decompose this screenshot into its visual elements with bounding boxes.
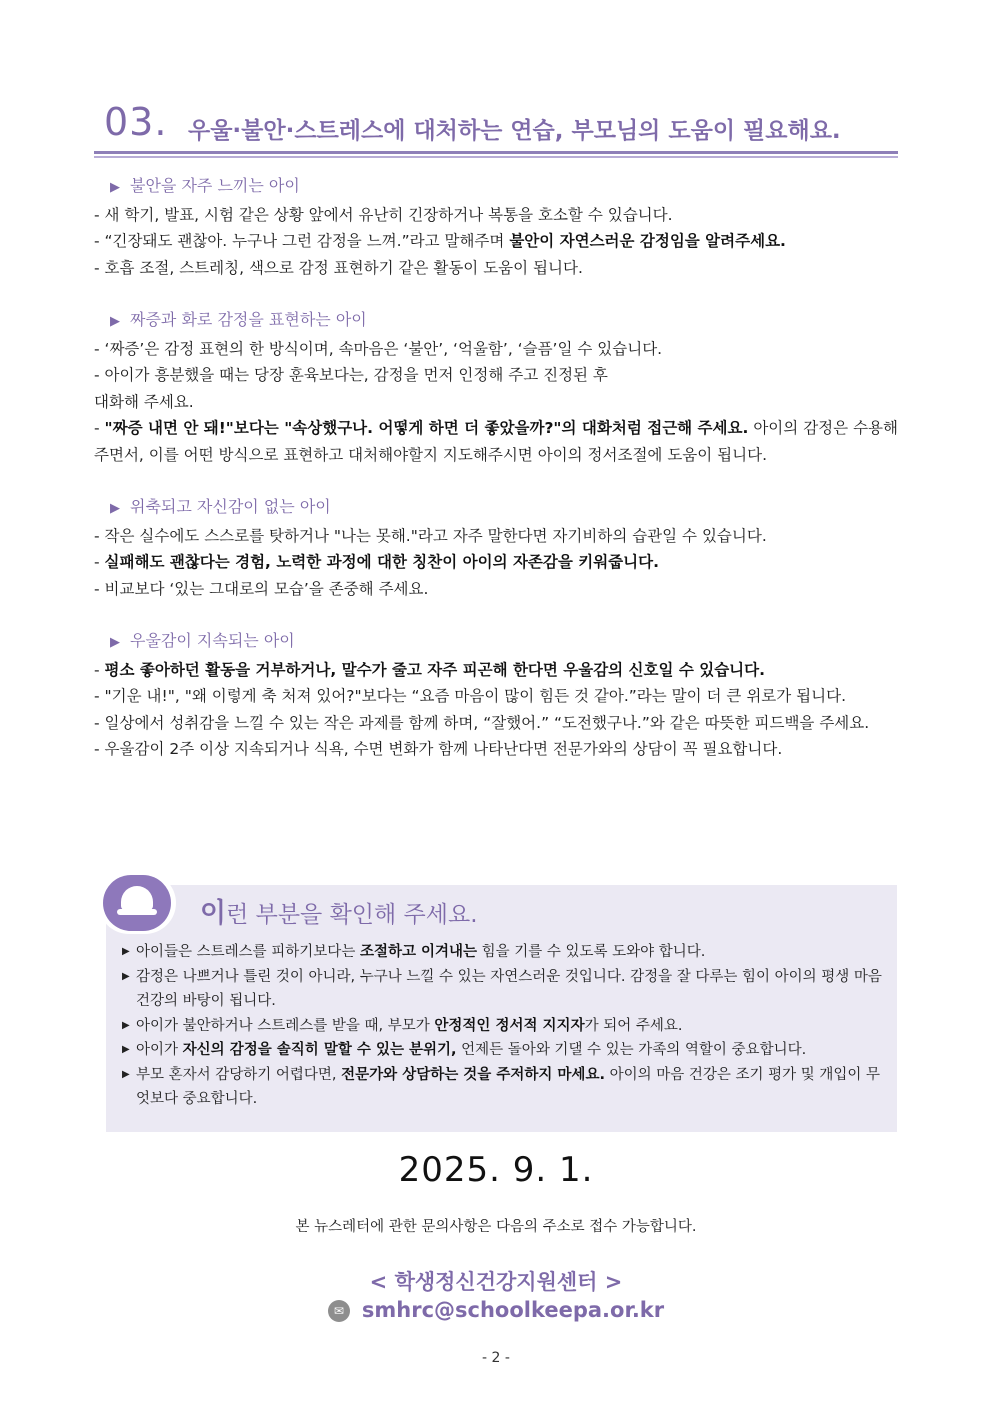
issue-date: 2025. 9. 1. [398,1150,594,1190]
text-run: - 일상에서 성취감을 느낄 수 있는 작은 과제를 함께 하며, “잘했어.” “도전했구나.”와 같은 따뜻한 피드백을 주세요. [94,713,870,732]
section-heading-text: 우울감이 지속되는 아이 [130,631,295,650]
advice-section [94,307,898,468]
bullet-icon: ▶ [122,1019,130,1031]
header-divider-light [94,156,898,158]
checklist-item [120,965,890,1014]
page-number: - 2 - [482,1350,510,1366]
bold-text: 평소 좋아하던 활동을 거부하거나, 말수가 줄고 자주 피곤해 한다면 우울감의 신호일 수 있습니다. [104,660,766,679]
section-heading-text: 위축되고 자신감이 없는 아이 [130,497,331,516]
text-run: - [94,660,105,679]
text-run: - “긴장돼도 괜찮아. 누구나 그런 감정을 느껴.”라고 말해주며 [94,232,510,250]
bold-text: 안정적인 정서적 지지자 [434,1017,585,1034]
bold-text: 자신의 감정을 솔직히 말할 수 있는 분위기, [182,1042,457,1058]
checklist-item [120,1038,890,1063]
text-run: - 우울감이 2주 이상 지속되거나 식욕, 수면 변화가 함께 나타난다면 전문가와의 상담이 꼭 필요합니다. [94,740,783,758]
text-run: 언제든 돌아와 기댈 수 있는 가족의 역할이 중요합니다. [456,1042,807,1058]
text-run: - [94,553,105,571]
advice-line [94,202,898,229]
advice-line [94,683,898,710]
section-title: 우울·불안·스트레스에 대처하는 연습, 부모님의 도움이 필요해요. [188,118,841,144]
text-run: 부모 혼자서 감당하기 어렵다면, [136,1066,342,1083]
text-run: - ‘짜증’은 감정 표현의 한 방식이며, 속마음은 ‘불안’, ‘억울함’, ‘슬픔’일 수 있습니다. [94,339,663,358]
advice-line [94,389,898,416]
checklist-title [200,891,478,930]
text-run: 힘을 기를 수 있도록 도와야 합니다. [477,944,706,960]
text-run: 아이의 감정은 수용해주면서, 이를 어떤 방식으로 표현하고 대처해야할지 지도해주시면 아이의 정서조절에 도움이 됩니다. [94,419,898,464]
content-body [94,173,898,789]
text-run: - 작은 실수에도 스스로를 탓하거나 "나는 못해."라고 자주 말한다면 자기비하의 습관일 수 있습니다. [94,526,767,545]
bold-text: 실패해도 괜찮다는 경험, 노력한 과정에 대한 칭찬이 아이의 자존감을 키워줍니다. [104,553,659,571]
bold-text: 전문가와 상담하는 것을 주저하지 마세요. [341,1066,605,1083]
bullet-icon: ▶ [122,1044,130,1055]
bold-text: "짜증 내면 안 돼!"보다는 "속상했구나. 어떻게 하면 더 좋았을까?"의 대화처럼 접근해 주세요. [104,419,749,437]
advice-section [94,628,898,763]
bold-text: 불안이 자연스러운 감정임을 알려주세요. [509,232,786,250]
checklist-item [120,1014,890,1039]
text-run: 아이가 불안하거나 스트레스를 받을 때, 부모가 [136,1017,435,1034]
mail-icon: ✉ [328,1300,350,1322]
text-run: 아이들은 스트레스를 피하기보다는 [136,944,360,960]
text-run: - "기운 내!", "왜 이렇게 축 처져 있어?"보다는 “요즘 마음이 많이 힘든 것 같아.”라는 말이 더 큰 위로가 됩니다. [94,687,847,705]
bullet-icon: ▶ [122,946,130,957]
header-divider [94,151,898,154]
checklist-item [120,1063,890,1112]
checklist-item [120,940,890,965]
bell-icon-body [121,886,153,910]
checklist-title-first: 이 [200,898,227,929]
advice-line [94,362,898,389]
advice-line [94,255,898,282]
section-heading [94,494,898,523]
email-address[interactable]: smhrc@schoolkeepa.or.kr [361,1298,665,1322]
advice-line [94,576,898,603]
advice-line [94,415,898,468]
advice-section [94,173,898,281]
arrow-icon: ▶ [110,635,120,650]
center-name: < 학생정신건강지원센터 > [369,1270,623,1294]
section-heading [94,173,898,202]
checklist-tips [120,940,890,1112]
bullet-icon: ▶ [122,970,130,982]
section-heading-text: 짜증과 화로 감정을 표현하는 아이 [130,310,367,329]
advice-line [94,336,898,363]
inquiry-note: 본 뉴스레터에 관한 문의사항은 다음의 주소로 접수 가능합니다. [295,1219,697,1235]
arrow-icon: ▶ [110,501,120,516]
text-run: 대화해 주세요. [94,392,194,411]
text-run: 감정은 나쁘거나 틀린 것이 아니라, 누구나 느낄 수 있는 자연스러운 것입니다. 감정을 잘 다루는 힘이 아이의 평생 마음 건강의 바탕이 됩니다. [136,968,882,1009]
advice-line [94,228,898,255]
advice-line [94,710,898,737]
advice-section [94,494,898,602]
advice-line [94,523,898,550]
text-run: - 호흡 조절, 스트레칭, 색으로 감정 표현하기 같은 활동이 도움이 됩니다. [94,258,583,277]
text-run: - 아이가 흥분했을 때는 당장 훈육보다는, 감정을 먼저 인정해 주고 진정된 후 [94,366,608,384]
section-header [104,100,899,150]
contact-email[interactable] [0,1298,992,1322]
bold-text: 조절하고 이겨내는 [359,944,478,960]
advice-line [94,657,898,684]
bell-icon-base [117,909,157,915]
advice-line [94,549,898,576]
section-heading [94,307,898,336]
text-run: 아이가 [136,1042,183,1058]
text-run: 아이의 마음 건강은 조기 평가 및 개입이 무엇보다 중요합니다. [136,1066,880,1107]
checklist-title-rest: 런 부분을 확인해 주세요. [226,902,478,928]
text-run: - [94,419,105,437]
advice-line [94,736,898,763]
section-heading-text: 불안을 자주 느끼는 아이 [130,176,300,195]
text-run: - 새 학기, 발표, 시험 같은 상황 앞에서 유난히 긴장하거나 복통을 호소할 수 있습니다. [94,205,673,224]
text-run: - 비교보다 ‘있는 그대로의 모습’을 존중해 주세요. [94,579,429,598]
text-run: 가 되어 주세요. [584,1017,683,1034]
arrow-icon: ▶ [110,314,120,329]
section-heading [94,628,898,657]
arrow-icon: ▶ [110,180,120,195]
bullet-icon: ▶ [122,1068,130,1080]
section-number: 03. [104,100,168,144]
